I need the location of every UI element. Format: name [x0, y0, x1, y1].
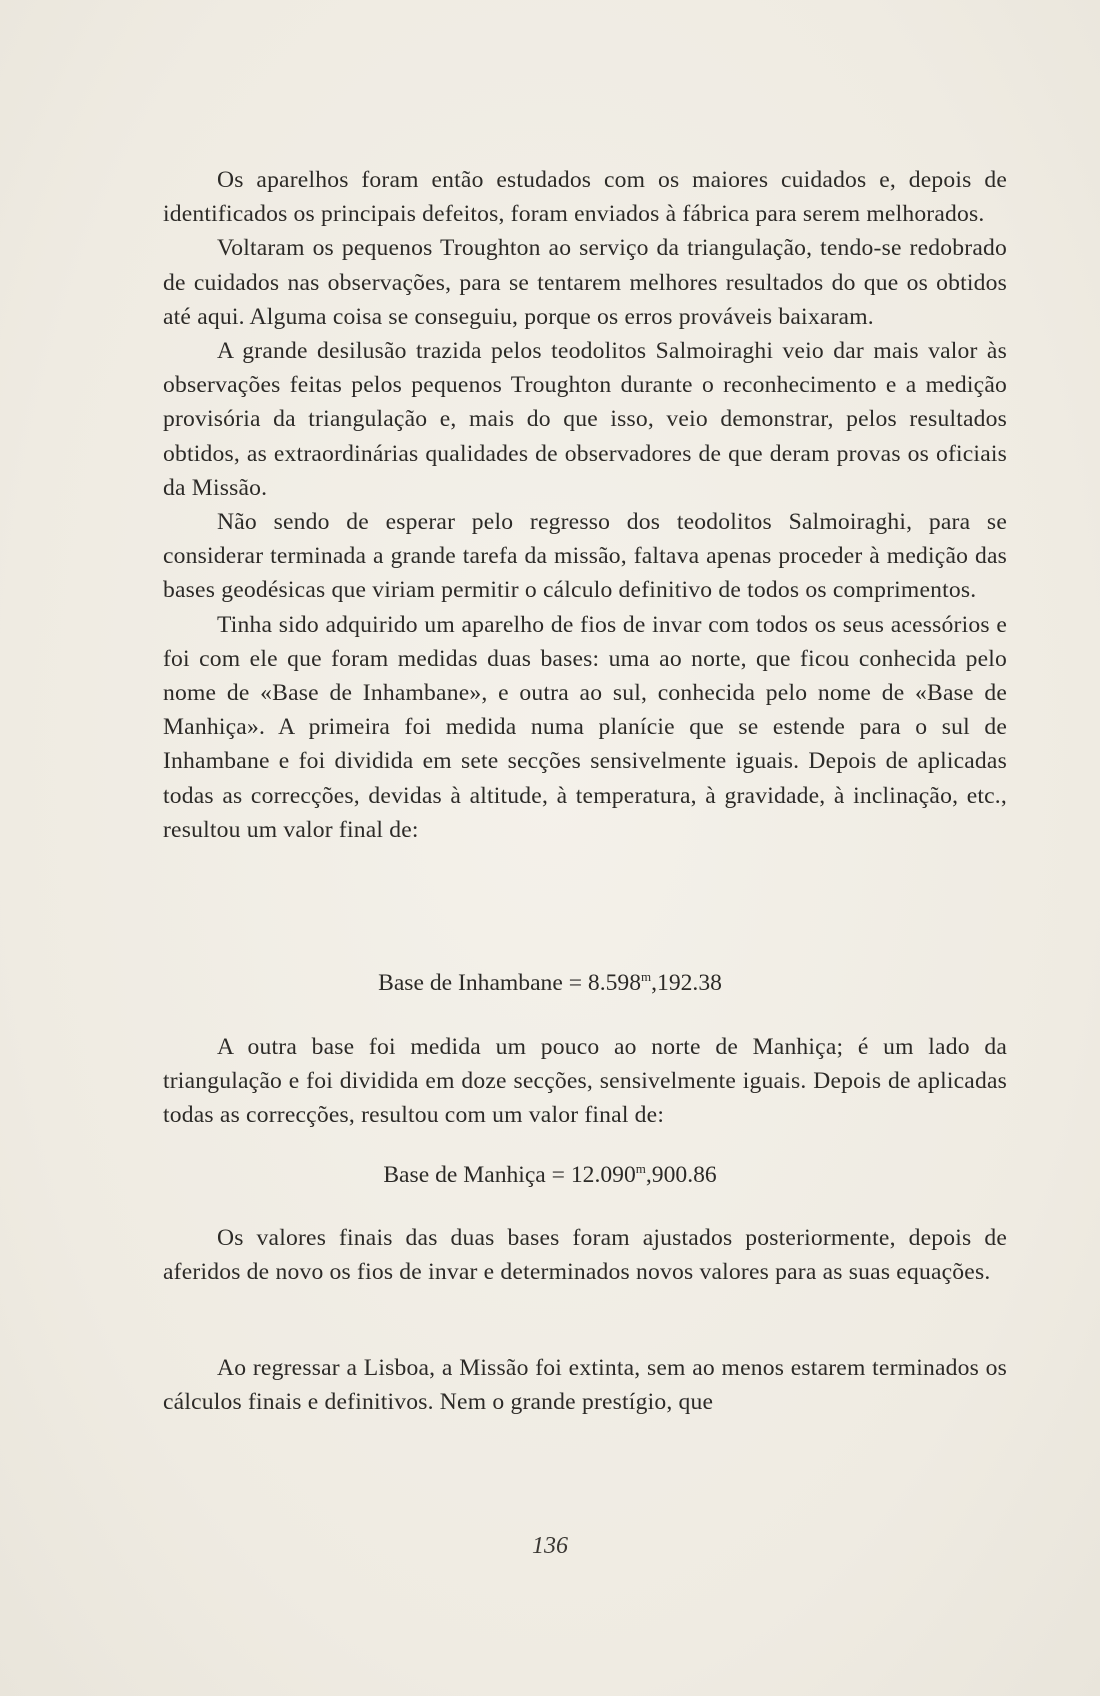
- formula-text: ,192.38: [651, 970, 722, 996]
- body-text-values: [163, 1221, 1007, 1289]
- page-number: 136: [532, 1533, 568, 1559]
- formula-manhica: [0, 1158, 1100, 1192]
- formula-unit: m: [641, 969, 652, 984]
- body-text-last: [163, 1351, 1007, 1419]
- paragraph: A grande desilusão trazida pelos teodolitos Salmoiraghi veio dar mais valor às observações feitas pelos pequenos Troughton durante o reconhecimento e a medição provisória da triangulação e, mais do que isso, veio demonstrar, pelos resultados obtidos, as extraordinárias qualidades de observadores de que deram provas os oficiais da Missão.: [163, 338, 1007, 501]
- paragraph: Os aparelhos foram então estudados com os maiores cuidados e, depois de identificados os principais defeitos, foram enviados à fábrica para serem melhorados.: [163, 167, 1007, 228]
- paragraph: Voltaram os pequenos Troughton ao serviço da triangulação, tendo-se redobrado de cuidados nas observações, para se tentarem melhores resultados do que os obtidos até aqui. Alguma coisa se conseguiu, porque os erros prováveis baixaram.: [163, 235, 1007, 330]
- paragraph: Não sendo de esperar pelo regresso dos teodolitos Salmoiraghi, para se considerar terminada a grande tarefa da missão, faltava apenas proceder à medição das bases geodésicas que viriam permitir o cálculo definitivo de todos os comprimentos.: [163, 509, 1007, 604]
- body-text-middle: [163, 1030, 1007, 1133]
- formula-text: Base de Manhiça = 12.090: [383, 1162, 636, 1188]
- formula-text: ,900.86: [645, 1162, 717, 1188]
- paragraph: Tinha sido adquirido um aparelho de fios de invar com todos os seus acessórios e foi com ele que foram medidas duas bases: uma ao norte, que ficou conhecida pelo nome de «Base de Inhambane», e outra ao sul, conhecida pelo nome de «Base de Manhiça». A primeira foi medida numa planície que se estende para o sul de Inhambane e foi dividida em sete secções sensivelmente iguais. Depois de aplicadas todas as correcções, devidas à altitude, à temperatura, à gravidade, à inclinação, etc., resultou um valor final de:: [163, 611, 1007, 843]
- paragraph: Os valores finais das duas bases foram ajustados posteriormente, depois de aferidos de novo os fios de invar e determinados novos valores para as suas equações.: [163, 1225, 1007, 1286]
- body-text-top: [163, 163, 1007, 847]
- paragraph: Ao regressar a Lisboa, a Missão foi extinta, sem ao menos estarem terminados os cálculos finais e definitivos. Nem o grande prestígio, que: [163, 1355, 1007, 1416]
- paragraph: A outra base foi medida um pouco ao norte de Manhiça; é um lado da triangulação e foi dividida em doze secções, sensivelmente iguais. Depois de aplicadas todas as correcções, resultou com um valor final de:: [163, 1034, 1007, 1129]
- formula-text: Base de Inhambane = 8.598: [378, 970, 642, 996]
- formula-unit: m: [635, 1161, 646, 1176]
- formula-inhambane: [0, 966, 1100, 1000]
